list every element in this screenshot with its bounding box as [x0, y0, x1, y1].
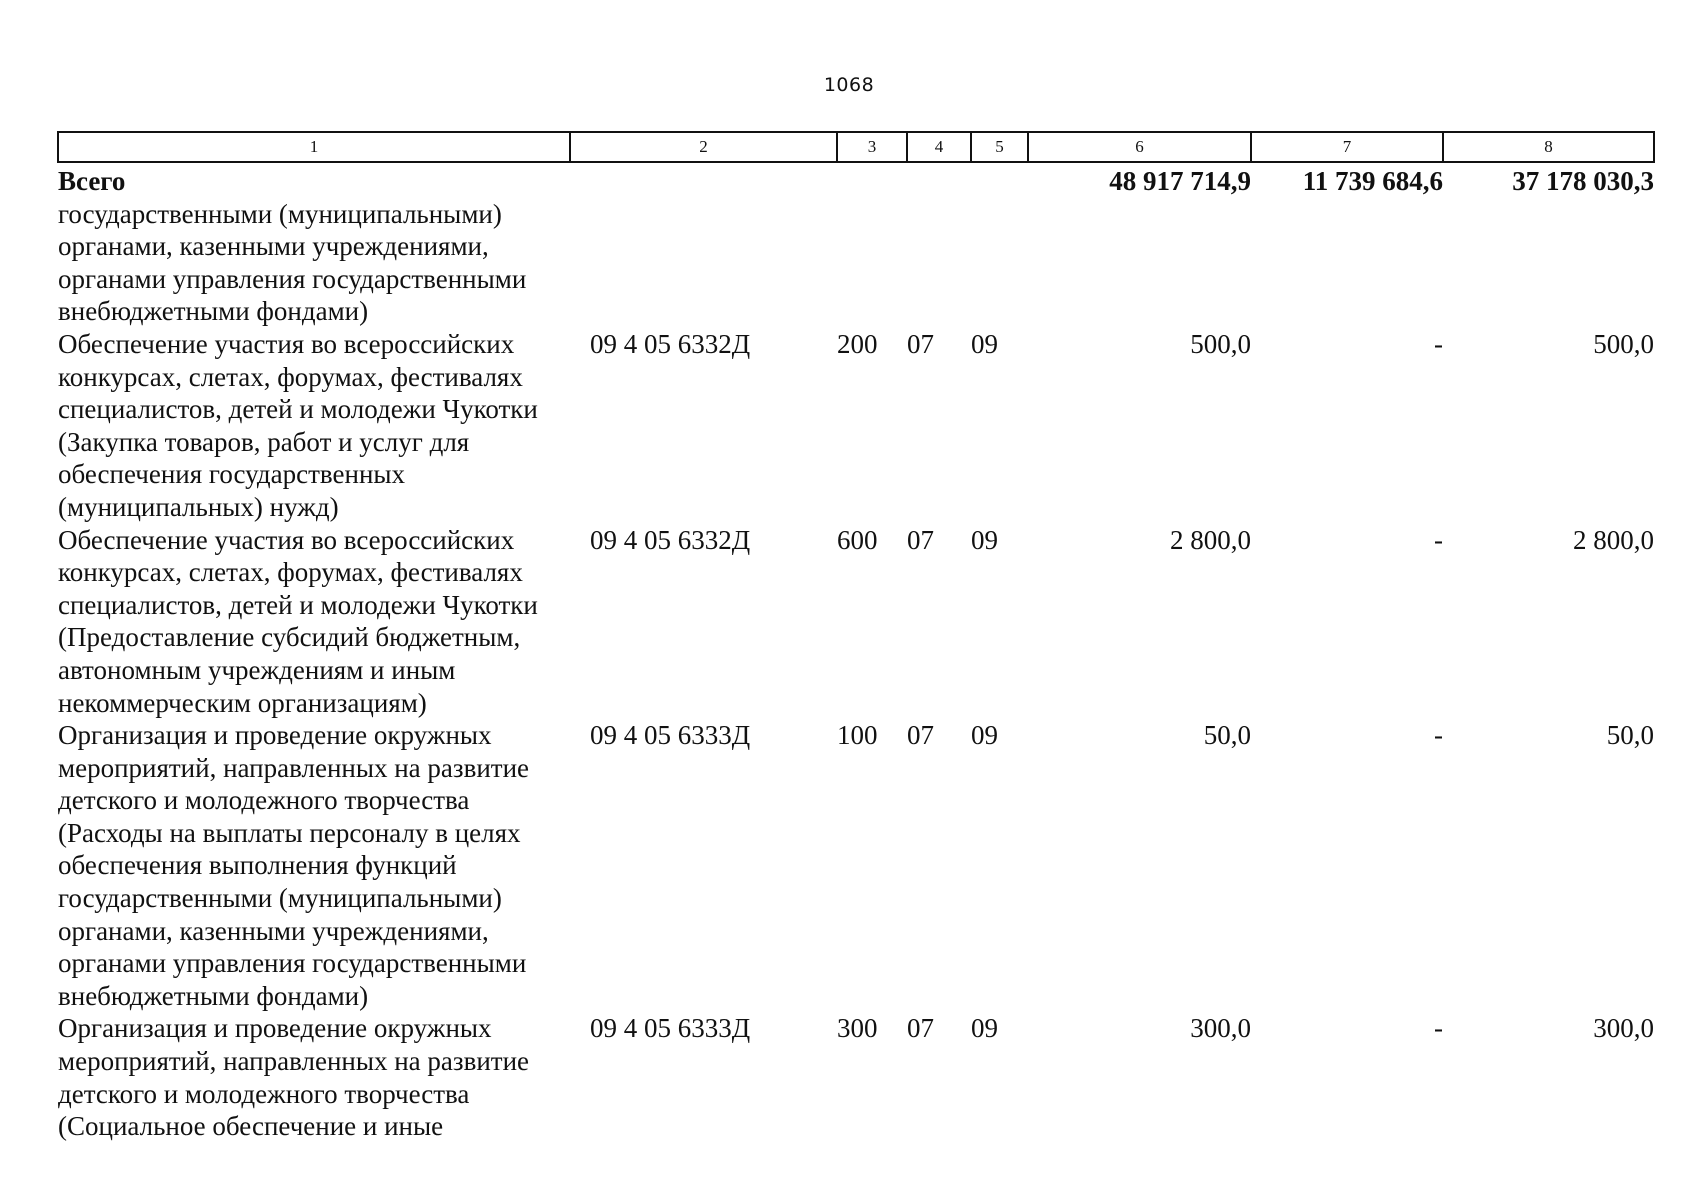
- row-section: 07: [907, 524, 934, 555]
- total-empty-col4: [907, 162, 971, 198]
- row-amount-col8: 300,0: [1593, 1013, 1654, 1044]
- table-row: [58, 524, 1654, 720]
- row-section: 07: [907, 1013, 934, 1044]
- column-number-7: 7: [1251, 132, 1443, 162]
- row-name-line: конкурсах, слетах, форумах, фестивалях: [58, 361, 523, 392]
- table-body: [58, 162, 1654, 1143]
- column-number-2: 2: [570, 132, 837, 162]
- column-number-row: [58, 132, 1654, 162]
- row-subsection: 09: [971, 328, 998, 359]
- row-name-line: органами управления государственными: [58, 263, 527, 294]
- row-subsection: [971, 198, 1028, 328]
- row-name-line: государственными (муниципальными): [58, 198, 502, 229]
- total-col6: 48 917 714,9: [1109, 166, 1251, 196]
- row-subsection: 09: [971, 524, 998, 555]
- row-name-line: органами, казенными учреждениями,: [58, 231, 489, 262]
- column-number-1: 1: [58, 132, 570, 162]
- row-expense-type: 300: [837, 1013, 878, 1044]
- row-name-line: детского и молодежного творчества: [58, 785, 470, 816]
- row-name-line: автономным учреждениям и иным: [58, 654, 456, 685]
- row-name-line: обеспечения государственных: [58, 459, 406, 490]
- row-expense-type: 100: [837, 720, 878, 751]
- row-name-line: некоммерческим организациям): [58, 687, 427, 718]
- row-name: [58, 198, 570, 328]
- page-number: 1068: [823, 74, 875, 96]
- column-number-6: 6: [1028, 132, 1251, 162]
- row-name-line: Обеспечение участия во всероссийских: [58, 328, 515, 359]
- row-amount-col6: 50,0: [1203, 720, 1251, 751]
- row-expense-type: 600: [837, 524, 878, 555]
- row-amount-col8: 2 800,0: [1573, 524, 1654, 555]
- total-row: [58, 162, 1654, 198]
- row-name: [58, 328, 570, 524]
- row-name-line: мероприятий, направленных на развитие: [58, 1046, 529, 1077]
- total-empty-col2: [570, 162, 837, 198]
- total-empty-col3: [837, 162, 907, 198]
- table-header: [58, 132, 1654, 162]
- table-row: [58, 198, 1654, 328]
- row-name: [58, 524, 570, 720]
- row-name-line: Организация и проведение окружных: [58, 1013, 492, 1044]
- row-subsection: 09: [971, 1013, 998, 1044]
- row-name: [58, 719, 570, 1012]
- row-name-line: мероприятий, направленных на развитие: [58, 752, 529, 783]
- row-amount-col6: [1028, 198, 1251, 328]
- row-section: [907, 198, 971, 328]
- row-name-line: конкурсах, слетах, форумах, фестивалях: [58, 557, 523, 588]
- row-target-code: 09 4 05 6332Д: [590, 328, 751, 359]
- row-amount-col7: -: [1434, 720, 1443, 751]
- row-amount-col8: 50,0: [1606, 720, 1654, 751]
- total-col7: 11 739 684,6: [1302, 166, 1443, 196]
- total-empty-col5: [971, 162, 1028, 198]
- row-name: [58, 1012, 570, 1142]
- row-expense-type: [837, 198, 907, 328]
- row-amount-col8: 500,0: [1593, 328, 1654, 359]
- column-number-8: 8: [1443, 132, 1654, 162]
- row-target-code: [570, 198, 837, 328]
- row-section: 07: [907, 328, 934, 359]
- row-amount-col6: 500,0: [1190, 328, 1251, 359]
- row-name-line: (Предоставление субсидий бюджетным,: [58, 622, 521, 653]
- row-name-line: внебюджетными фондами): [58, 296, 369, 327]
- row-name-line: специалистов, детей и молодежи Чукотки: [58, 589, 538, 620]
- row-name-line: государственными (муниципальными): [58, 883, 502, 914]
- row-target-code: 09 4 05 6332Д: [590, 524, 751, 555]
- row-name-line: (Социальное обеспечение и иные: [58, 1111, 444, 1142]
- row-subsection: 09: [971, 720, 998, 751]
- row-name-line: детского и молодежного творчества: [58, 1078, 470, 1109]
- row-target-code: 09 4 05 6333Д: [590, 1013, 751, 1044]
- column-number-5: 5: [971, 132, 1028, 162]
- row-name-line: внебюджетными фондами): [58, 980, 369, 1011]
- row-amount-col6: 300,0: [1190, 1013, 1251, 1044]
- row-name-line: Организация и проведение окружных: [58, 720, 492, 751]
- column-number-3: 3: [837, 132, 907, 162]
- row-name-line: обеспечения выполнения функций: [58, 850, 457, 881]
- row-amount-col8: [1443, 198, 1654, 328]
- row-section: 07: [907, 720, 934, 751]
- table-row: [58, 1012, 1654, 1142]
- total-col8: 37 178 030,3: [1512, 166, 1654, 196]
- row-name-line: Обеспечение участия во всероссийских: [58, 524, 515, 555]
- row-amount-col7: -: [1434, 524, 1443, 555]
- table-row: [58, 719, 1654, 1012]
- row-name-line: (муниципальных) нужд): [58, 491, 339, 522]
- row-amount-col7: [1251, 198, 1443, 328]
- row-expense-type: 200: [837, 328, 878, 359]
- row-name-line: (Закупка товаров, работ и услуг для: [58, 426, 470, 457]
- table-row: [58, 328, 1654, 524]
- budget-table: [57, 131, 1655, 1143]
- row-name-line: специалистов, детей и молодежи Чукотки: [58, 394, 538, 425]
- row-name-line: (Расходы на выплаты персоналу в целях: [58, 817, 521, 848]
- row-amount-col7: -: [1434, 328, 1443, 359]
- row-amount-col6: 2 800,0: [1170, 524, 1251, 555]
- row-name-line: органами, казенными учреждениями,: [58, 915, 489, 946]
- column-number-4: 4: [907, 132, 971, 162]
- row-name-line: органами управления государственными: [58, 948, 527, 979]
- row-amount-col7: -: [1434, 1013, 1443, 1044]
- row-target-code: 09 4 05 6333Д: [590, 720, 751, 751]
- total-label: Всего: [58, 166, 126, 196]
